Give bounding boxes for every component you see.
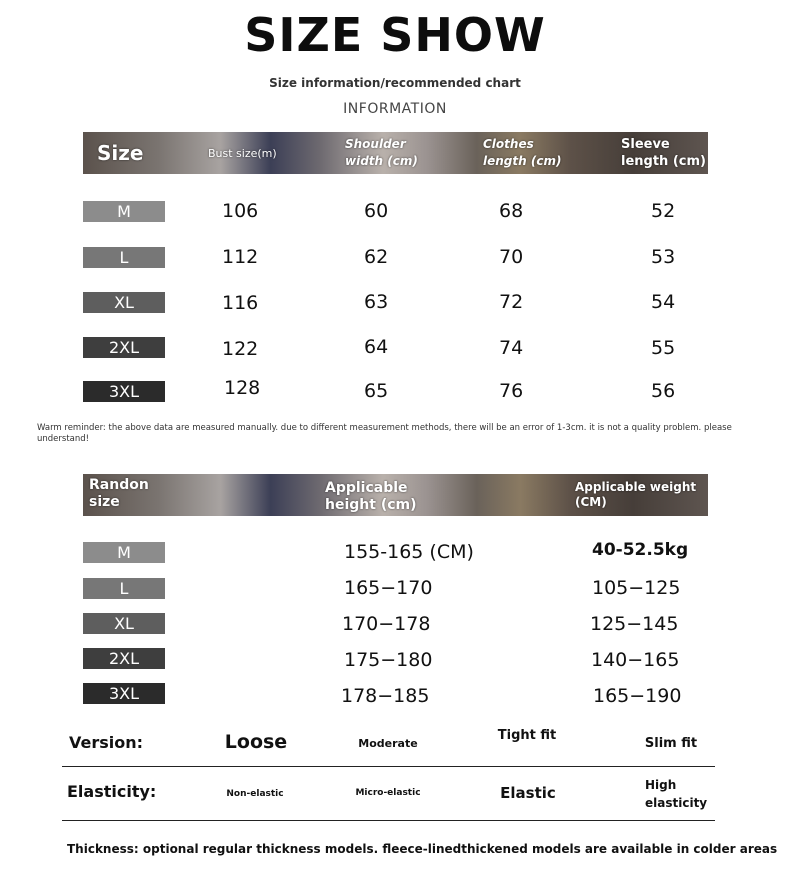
height-value: 165−170 bbox=[344, 577, 433, 599]
bust-value: 128 bbox=[224, 377, 261, 399]
height-value: 178−185 bbox=[341, 685, 430, 707]
size-table-header bbox=[83, 132, 708, 174]
thickness-note: Thickness: optional regular thickness models. fleece-linedthickened models are available in colder areas bbox=[67, 842, 778, 856]
size-label: M bbox=[83, 201, 165, 222]
header-sleeve: Sleeve length (cm) bbox=[621, 137, 706, 169]
size-label: 2XL bbox=[83, 648, 165, 669]
sleeve-value: 53 bbox=[651, 246, 676, 268]
header-randon-size: Randon size bbox=[89, 477, 149, 510]
header-size: Size bbox=[97, 141, 144, 165]
elasticity-option: Micro-elastic bbox=[355, 788, 421, 798]
weight-value: 140−165 bbox=[591, 649, 680, 671]
clothes-value: 70 bbox=[499, 246, 524, 268]
shoulder-value: 64 bbox=[364, 336, 389, 358]
sleeve-value: 55 bbox=[651, 337, 676, 359]
bust-value: 106 bbox=[222, 200, 259, 222]
header-height: Applicable height (cm) bbox=[325, 480, 417, 513]
elasticity-option: Elastic bbox=[500, 784, 556, 802]
fit-table-header bbox=[83, 474, 708, 516]
sleeve-value: 56 bbox=[651, 380, 676, 402]
shoulder-value: 62 bbox=[364, 246, 389, 268]
version-option: Slim fit bbox=[644, 736, 698, 751]
bust-value: 112 bbox=[222, 246, 259, 268]
sleeve-value: 52 bbox=[651, 200, 676, 222]
size-label: 2XL bbox=[83, 337, 165, 358]
divider bbox=[62, 820, 715, 821]
version-option: Loose bbox=[224, 731, 288, 753]
shoulder-value: 63 bbox=[364, 291, 389, 313]
height-value: 170−178 bbox=[342, 613, 431, 635]
shoulder-value: 65 bbox=[364, 380, 389, 402]
bust-value: 122 bbox=[222, 338, 259, 360]
info-label: INFORMATION bbox=[343, 101, 447, 117]
height-value: 155-165 (CM) bbox=[344, 541, 474, 563]
header-weight: Applicable weight (CM) bbox=[575, 480, 697, 509]
size-label: L bbox=[83, 247, 165, 268]
clothes-value: 76 bbox=[499, 380, 524, 402]
elasticity-label: Elasticity: bbox=[67, 782, 157, 801]
clothes-value: 72 bbox=[499, 291, 524, 313]
elasticity-option: Non-elastic bbox=[226, 789, 284, 799]
size-label: M bbox=[83, 542, 165, 563]
header-clothes: Clothes length (cm) bbox=[483, 137, 562, 168]
weight-value: 125−145 bbox=[590, 613, 679, 635]
clothes-value: 74 bbox=[499, 337, 524, 359]
version-option: Moderate bbox=[358, 737, 418, 750]
weight-value: 165−190 bbox=[593, 685, 682, 707]
version-label: Version: bbox=[69, 733, 144, 752]
size-label: XL bbox=[83, 613, 165, 634]
version-option: Tight fit bbox=[497, 728, 557, 743]
shoulder-value: 60 bbox=[364, 200, 389, 222]
page-subtitle: Size information/recommended chart bbox=[269, 76, 521, 90]
header-bust: Bust size(m) bbox=[208, 147, 277, 160]
divider bbox=[62, 766, 715, 767]
sleeve-value: 54 bbox=[651, 291, 676, 313]
elasticity-option: High elasticity bbox=[645, 778, 708, 810]
size-label: L bbox=[83, 578, 165, 599]
page-title: SIZE SHOW bbox=[244, 8, 546, 62]
clothes-value: 68 bbox=[499, 200, 524, 222]
height-value: 175−180 bbox=[344, 649, 433, 671]
warm-reminder: Warm reminder: the above data are measured manually. due to different measurement methods, there will be an error of 1-3cm. it is not a quality problem. please understand! bbox=[37, 423, 732, 444]
bust-value: 116 bbox=[222, 292, 259, 314]
weight-value: 105−125 bbox=[592, 577, 681, 599]
weight-value: 40-52.5kg bbox=[592, 540, 689, 560]
size-label: 3XL bbox=[83, 381, 165, 402]
header-shoulder: Shoulder width (cm) bbox=[345, 137, 418, 168]
size-label: XL bbox=[83, 292, 165, 313]
size-label: 3XL bbox=[83, 683, 165, 704]
